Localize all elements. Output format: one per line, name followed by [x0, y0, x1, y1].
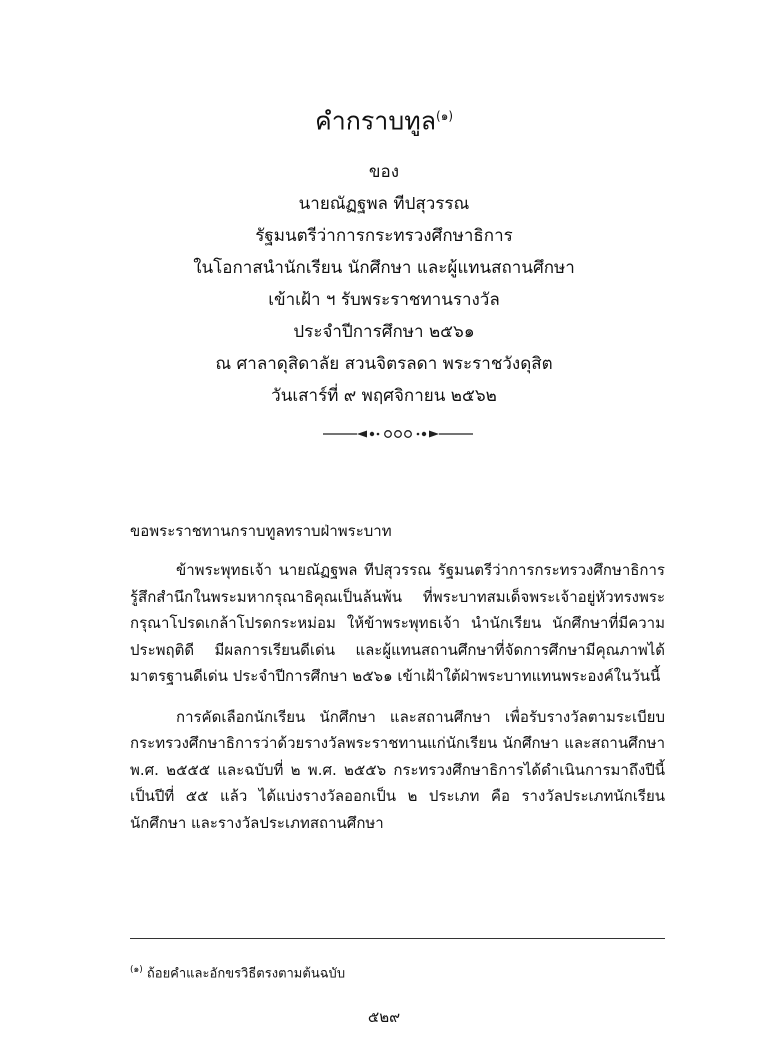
salutation: ขอพระราชทานกราบทูลทราบฝ่าพระบาท: [130, 522, 392, 540]
ornament-divider-icon: [323, 424, 473, 444]
paragraph-1: ข้าพระพุทธเจ้า นายณัฏฐพล ทีปสุวรรณ รัฐมนตรีว่าการกระทรวงศึกษาธิการ รู้สึกสำนึกในพระมหากรุณาธิคุณเป็นล้นพ้น ที่พระบาทสมเด็จพระเจ้าอยู่หัวทรงพระกรุณาโปรดเกล้าโปรดกระหม่อม ให้ข้าพระพุทธเจ้า นำนักเรียน นักศึกษาที่มีความประพฤติดี มีผลการเรียนดีเด่น และผู้แทนสถานศึกษาที่จัดการศึกษามีคุณภาพได้มาตรฐานดีเด่น ประจำปีการศึกษา ๒๕๖๑ เข้าเฝ้าใต้ฝ่าพระบาทแทนพระองค์ในวันนี้: [130, 561, 665, 685]
footnote-marker: (๑): [130, 965, 143, 975]
heading-block: [0, 156, 768, 412]
title-text: คำกราบทูล: [314, 106, 437, 136]
heading-line-occasion: ในโอกาสนำนักเรียน นักศึกษา และผู้แทนสถานศึกษา: [193, 258, 575, 278]
body-text: [130, 518, 665, 850]
page-title: [0, 98, 768, 139]
heading-line-audience: เข้าเฝ้า ฯ รับพระราชทานรางวัล: [268, 290, 500, 310]
heading-line-of: ของ: [368, 162, 400, 182]
heading-line-academic-year: ประจำปีการศึกษา ๒๕๖๑: [293, 322, 475, 342]
heading-line-position: รัฐมนตรีว่าการกระทรวงศึกษาธิการ: [255, 226, 513, 246]
footnote-divider: [130, 938, 665, 939]
heading-line-name: นายณัฏฐพล ทีปสุวรรณ: [298, 194, 470, 214]
heading-line-date: วันเสาร์ที่ ๙ พฤศจิกายน ๒๕๖๒: [271, 386, 497, 406]
footnote-text: ถ้อยคำและอักขรวิธีตรงตามต้นฉบับ: [146, 966, 346, 982]
paragraph-2: การคัดเลือกนักเรียน นักศึกษา และสถานศึกษา เพื่อรับรางวัลตามระเบียบกระทรวงศึกษาธิการว่าด้วยรางวัลพระราชทานแก่นักเรียน นักศึกษา และสถานศึกษา พ.ศ. ๒๕๕๕ และฉบับที่ ๒ พ.ศ. ๒๕๕๖ กระทรวงศึกษาธิการได้ดำเนินการมาถึงปีนี้เป็นปีที่ ๕๕ แล้ว ได้แบ่งรางวัลออกเป็น ๒ ประเภท คือ รางวัลประเภทนักเรียนนักศึกษา และรางวัลประเภทสถานศึกษา: [130, 707, 665, 832]
page-number: ๕๒๙: [367, 1008, 401, 1026]
title-footnote-marker: (๑): [436, 109, 454, 123]
heading-line-venue: ณ ศาลาดุสิดาลัย สวนจิตรลดา พระราชวังดุสิต: [215, 354, 553, 374]
footnote: [130, 960, 345, 984]
